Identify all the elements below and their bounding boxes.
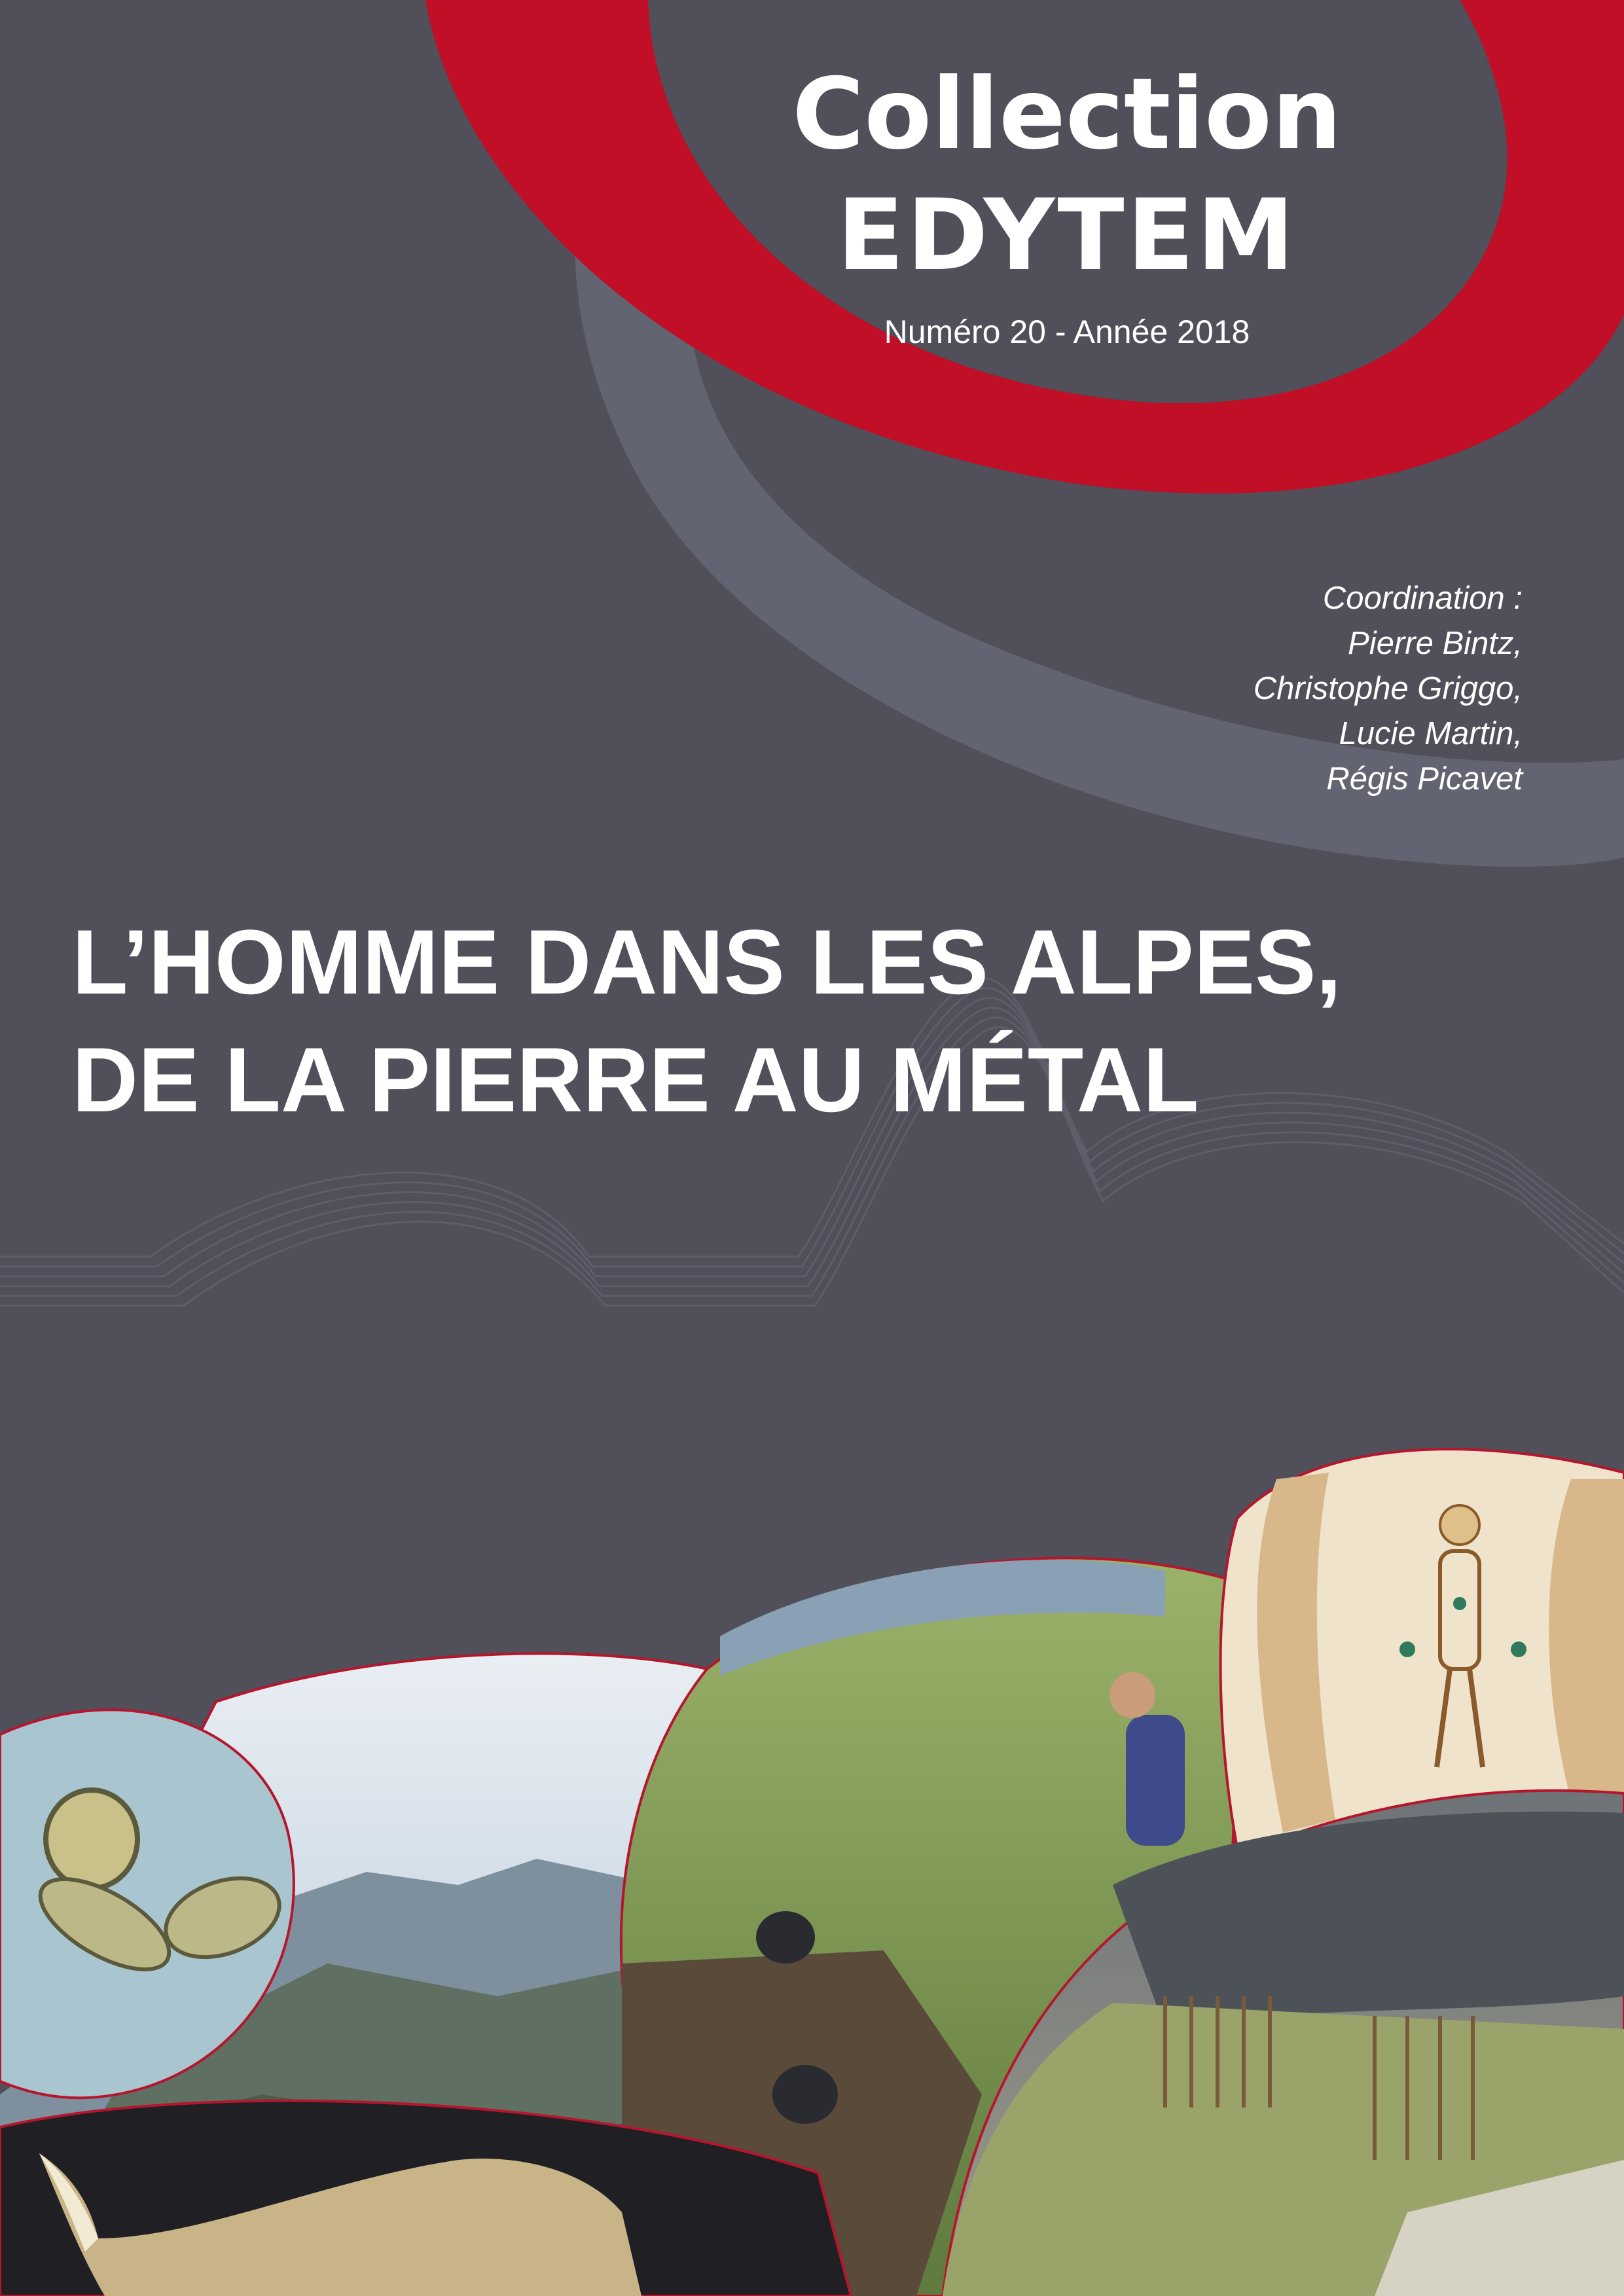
issue-info: Numéro 20 - Année 2018 [884, 314, 1250, 350]
coordinator-name: Pierre Bintz, [1348, 626, 1523, 661]
coordination-label: Coordination : [1322, 581, 1523, 616]
coordinator-name: Lucie Martin, [1339, 716, 1523, 751]
coordinator-name: Christophe Griggo, [1253, 671, 1523, 706]
collection-word: Collection [792, 58, 1342, 171]
book-title-line2: DE LA PIERRE AU MÉTAL [72, 1028, 1199, 1131]
series-name: EDYTEM [837, 179, 1297, 293]
coordinator-name: Régis Picavet [1326, 761, 1523, 797]
book-title-line1: L’HOMME DANS LES ALPES, [72, 910, 1342, 1013]
